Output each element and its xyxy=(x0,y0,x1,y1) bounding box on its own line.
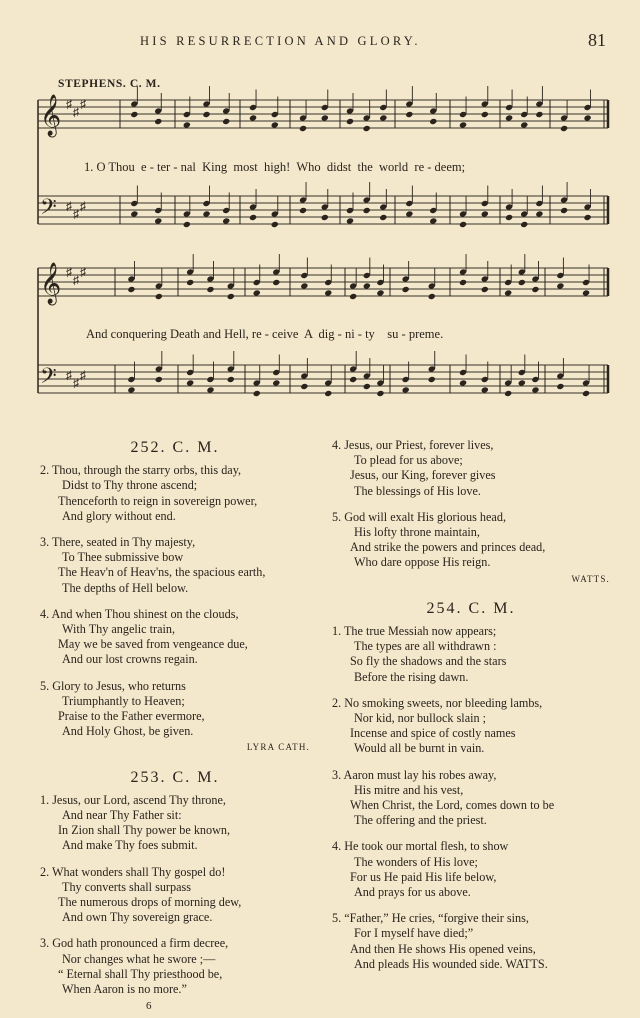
lyrics-line-1: 1. O Thou e - ter - nal King most high! Who didst the world re - deem; xyxy=(84,160,466,174)
note-head xyxy=(299,207,307,214)
note-head xyxy=(583,214,591,221)
note-head xyxy=(271,121,279,128)
note-head xyxy=(349,293,357,300)
sharp-sign: ♯ xyxy=(66,265,72,279)
sharp-sign: ♯ xyxy=(80,199,86,213)
note-head xyxy=(154,217,162,224)
note-head xyxy=(428,293,436,300)
verse-line: Didst to Thy throne ascend; xyxy=(62,478,198,493)
note-head xyxy=(535,210,543,217)
note-head xyxy=(560,125,568,132)
verse-line: 4. Jesus, our Priest, forever lives, xyxy=(332,438,494,452)
verse-line: When Christ, the Lord, comes down to be xyxy=(350,798,555,813)
sharp-sign: ♯ xyxy=(80,265,86,279)
note-head xyxy=(300,282,308,289)
note-head xyxy=(324,390,332,397)
verse-line: 4. He took our mortal flesh, to show xyxy=(332,839,509,854)
hymn-attribution: WATTS. xyxy=(571,573,610,584)
note-head xyxy=(459,121,467,128)
verse-line: 1. Jesus, our Lord, ascend Thy throne, xyxy=(40,792,226,807)
verse-line: The Heav'n of Heav'ns, the spacious earth, xyxy=(58,565,266,580)
verse xyxy=(332,510,610,571)
verse-line: For I myself have died;” xyxy=(354,926,474,941)
note-head xyxy=(363,125,371,132)
note-head xyxy=(363,282,371,289)
verse-line: The offering and the priest. xyxy=(354,813,487,828)
verse-line: “ Eternal shall Thy priesthood be, xyxy=(58,966,223,981)
sharp-sign: ♯ xyxy=(80,97,86,111)
note-head xyxy=(379,214,387,221)
note-head xyxy=(583,114,591,121)
note-head xyxy=(535,111,543,118)
note-head xyxy=(505,214,513,221)
signature-mark: 6 xyxy=(146,1000,152,1012)
note-head xyxy=(481,111,489,118)
left-column xyxy=(40,436,310,1008)
verse-line: 5. Glory to Jesus, who returns xyxy=(40,678,186,693)
verse-line: When Aaron is no more.” xyxy=(62,982,187,997)
note-head xyxy=(405,111,413,118)
note-head xyxy=(127,386,135,393)
note-head xyxy=(130,111,138,118)
running-title: HIS RESURRECTION AND GLORY. xyxy=(140,34,421,48)
note-head xyxy=(202,210,210,217)
sharp-sign: ♯ xyxy=(66,97,72,111)
note-head xyxy=(481,286,489,293)
treble-clef: 𝄞 xyxy=(40,95,62,136)
verse-line: So fly the shadows and the stars xyxy=(350,654,507,669)
verse-line: Thenceforth to reign in sovereign power, xyxy=(58,493,258,508)
verse-line: Incense and spice of costly names xyxy=(350,726,516,741)
note-head xyxy=(582,390,590,397)
verse-line: Triumphantly to Heaven; xyxy=(62,693,185,708)
note-head xyxy=(321,214,329,221)
note-head xyxy=(405,210,413,217)
verse-line: Who dare oppose His reign. xyxy=(354,555,491,570)
verse-line: Thy converts shall surpass xyxy=(62,879,191,894)
verse-line: 3. Aaron must lay his robes away, xyxy=(332,767,497,782)
note-head xyxy=(459,221,467,228)
note-head xyxy=(505,114,513,121)
right-column xyxy=(332,438,610,983)
note-head xyxy=(127,286,135,293)
verse-line: Jesus, our King, forever gives xyxy=(350,468,496,483)
verse xyxy=(332,696,610,757)
verse-line: And strike the powers and princes dead, xyxy=(350,540,546,555)
bass-clef: 𝄢 xyxy=(40,364,57,394)
verse-line: 3. There, seated in Thy majesty, xyxy=(40,535,196,550)
verse xyxy=(40,463,310,524)
note-head xyxy=(186,379,194,386)
note-head xyxy=(459,279,467,286)
note-head xyxy=(520,121,528,128)
verse-line: May we be saved from vengeance due, xyxy=(58,637,248,652)
note-head xyxy=(481,210,489,217)
note-head xyxy=(376,289,384,296)
hymn-attribution: LYRA CATH. xyxy=(246,742,310,753)
note-head xyxy=(556,383,564,390)
verse-line: Nor kid, nor bullock slain ; xyxy=(354,711,487,726)
verse xyxy=(332,768,610,829)
note-head xyxy=(518,279,526,286)
note-head xyxy=(186,279,194,286)
verse-line: And make Thy foes submit. xyxy=(62,838,198,853)
verse xyxy=(40,865,310,926)
verse-line: Would all be burnt in vain. xyxy=(354,741,485,756)
note-head xyxy=(272,379,280,386)
bass-clef: 𝄢 xyxy=(40,195,57,225)
note-head xyxy=(582,289,590,296)
note-head xyxy=(504,289,512,296)
verse-line: Before the rising dawn. xyxy=(354,669,469,684)
note-head xyxy=(346,118,354,125)
verse-line: With Thy angelic train, xyxy=(62,622,176,637)
verse-line: 5. “Father,” He cries, “forgive their sins, xyxy=(332,911,529,926)
note-head xyxy=(206,386,214,393)
verse-line: 1. The true Messiah now appears; xyxy=(332,624,497,639)
note-head xyxy=(253,289,261,296)
note-head xyxy=(481,386,489,393)
note-head xyxy=(363,207,371,214)
sharp-sign: ♯ xyxy=(73,376,79,390)
verse-line: 5. God will exalt His glorious head, xyxy=(332,509,506,524)
verse xyxy=(332,839,610,900)
note-head xyxy=(253,390,261,397)
verse xyxy=(332,911,610,972)
verse-line: The depths of Hell below. xyxy=(62,580,189,595)
verse-line: The types are all withdrawn : xyxy=(354,639,497,654)
note-head xyxy=(349,376,357,383)
verse xyxy=(40,793,310,854)
sharp-sign: ♯ xyxy=(73,273,79,287)
note-head xyxy=(363,383,371,390)
note-head xyxy=(155,293,163,300)
music-score xyxy=(0,0,640,420)
verse-line: To Thee submissive bow xyxy=(62,550,184,565)
treble-clef: 𝄞 xyxy=(40,263,62,304)
note-head xyxy=(459,379,467,386)
verse-line: The blessings of His love. xyxy=(354,483,481,498)
note-head xyxy=(300,383,308,390)
verse-line: And own Thy sovereign grace. xyxy=(62,910,213,925)
hymn-number: 254. C. M. xyxy=(426,599,516,617)
note-head xyxy=(520,221,528,228)
verse xyxy=(332,624,610,685)
note-head xyxy=(531,386,539,393)
note-head xyxy=(531,286,539,293)
verse-line: To plead for us above; xyxy=(354,453,463,468)
note-head xyxy=(155,376,163,383)
verse xyxy=(40,535,310,596)
verse-line: 4. And when Thou shinest on the clouds, xyxy=(40,606,239,621)
verse-line: And then He shows His opened veins, xyxy=(350,941,536,956)
sharp-sign: ♯ xyxy=(73,105,79,119)
verse-line: 3. God hath pronounced a firm decree, xyxy=(40,936,229,951)
verse-line: And prays for us above. xyxy=(354,885,471,900)
note-head xyxy=(206,286,214,293)
note-head xyxy=(130,210,138,217)
verse-line: 2. What wonders shall Thy gospel do! xyxy=(40,864,226,879)
note-head xyxy=(321,114,329,121)
note-head xyxy=(222,118,230,125)
verse-line: Praise to the Father evermore, xyxy=(58,709,205,724)
verse-line: His mitre and his vest, xyxy=(354,782,464,797)
note-head xyxy=(560,207,568,214)
verse-line: And glory without end. xyxy=(62,508,176,523)
note-head xyxy=(272,279,280,286)
note-head xyxy=(429,217,437,224)
note-head xyxy=(222,217,230,224)
verse-line: And near Thy Father sit: xyxy=(62,808,182,823)
verse xyxy=(40,679,310,740)
verse xyxy=(332,438,610,499)
sharp-sign: ♯ xyxy=(66,199,72,213)
verse-line: Nor changes what he swore ;— xyxy=(62,951,216,966)
note-head xyxy=(556,282,564,289)
verse-line: 2. No smoking sweets, nor bleeding lambs, xyxy=(332,695,543,710)
verse xyxy=(40,936,310,997)
verse-line: For us He paid His life below, xyxy=(350,869,497,884)
verse-line: And our lost crowns regain. xyxy=(62,652,198,667)
note-head xyxy=(376,390,384,397)
note-head xyxy=(154,118,162,125)
verse-line: The wonders of His love; xyxy=(354,854,478,869)
note-head xyxy=(518,379,526,386)
verse-line: In Zion shall Thy power be known, xyxy=(58,823,231,838)
page-number: 81 xyxy=(588,30,606,50)
verse-line: 2. Thou, through the starry orbs, this day, xyxy=(40,463,242,478)
note-head xyxy=(227,293,235,300)
note-head xyxy=(428,376,436,383)
note-head xyxy=(299,125,307,132)
note-head xyxy=(346,217,354,224)
sharp-sign: ♯ xyxy=(73,207,79,221)
note-head xyxy=(202,111,210,118)
hymn-number: 253. C. M. xyxy=(130,768,220,786)
note-head xyxy=(249,214,257,221)
note-head xyxy=(324,289,332,296)
verse-line: The numerous drops of morning dew, xyxy=(58,895,242,910)
verse-line: And Holy Ghost, be given. xyxy=(62,724,194,739)
note-head xyxy=(271,221,279,228)
note-head xyxy=(183,221,191,228)
lyrics-line-2: And conquering Death and Hell, re - ceive A dig - ni - ty su - preme. xyxy=(86,327,444,341)
note-head xyxy=(429,118,437,125)
note-head xyxy=(504,390,512,397)
note-head xyxy=(249,114,257,121)
tune-name: STEPHENS. C. M. xyxy=(58,78,161,90)
sharp-sign: ♯ xyxy=(80,368,86,382)
note-head xyxy=(402,386,410,393)
sharp-sign: ♯ xyxy=(66,368,72,382)
note-head xyxy=(227,376,235,383)
hymn-number: 252. C. M. xyxy=(130,439,220,456)
verse-line: His lofty throne maintain, xyxy=(354,525,480,540)
note-head xyxy=(402,286,410,293)
note-head xyxy=(379,114,387,121)
verse xyxy=(40,607,310,668)
note-head xyxy=(183,121,191,128)
verse-line: And pleads His wounded side. WATTS. xyxy=(354,956,548,971)
